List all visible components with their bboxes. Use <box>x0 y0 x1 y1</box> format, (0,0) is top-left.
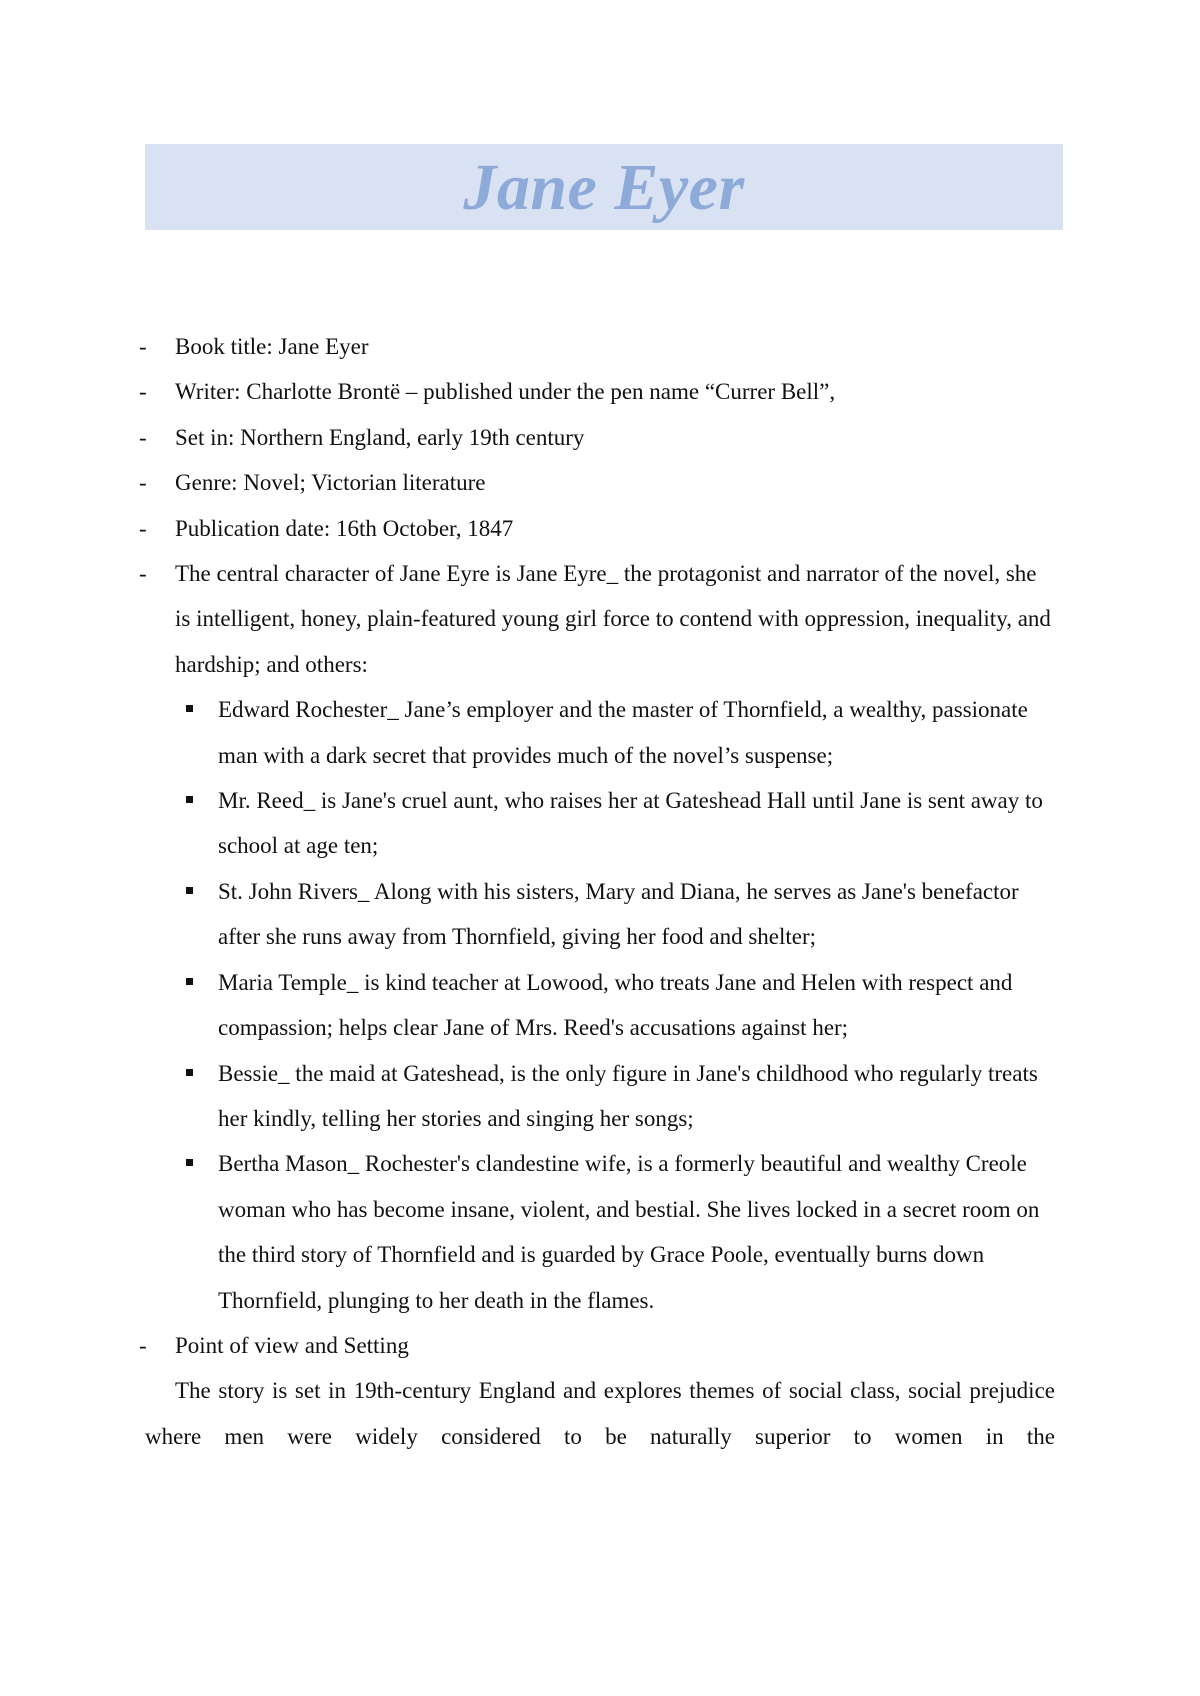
character-text: Mr. Reed_ is Jane's cruel aunt, who raises her at Gateshead Hall until Jane is sent away to school at age ten; <box>218 788 1043 859</box>
dash-bullet: - <box>139 334 147 359</box>
setting-paragraph: The story is set in 19th-century England and explores themes of social class, social prejudice where men were widely considered to be naturally superior to women in the <box>145 1378 1055 1449</box>
document-title: Jane Eyer <box>463 151 745 224</box>
title-banner <box>145 144 1063 230</box>
info-item-text: Genre: Novel; Victorian literature <box>175 470 486 496</box>
square-bullet <box>186 705 193 712</box>
character-item-rivers <box>0 869 1050 960</box>
info-item-point-of-view <box>0 1323 1055 1368</box>
square-bullet <box>186 978 193 985</box>
square-bullet <box>186 887 193 894</box>
square-bullet <box>186 1159 193 1166</box>
character-item-rochester <box>0 687 1050 778</box>
character-text: St. John Rivers_ Along with his sisters, Mary and Diana, he serves as Jane's benefactor after she runs away from Thornfield, giving her food and shelter; <box>218 878 1019 950</box>
dash-bullet: - <box>139 1332 147 1358</box>
info-item-text: Set in: Northern England, early 19th century <box>175 424 585 450</box>
character-text: Edward Rochester_ Jane’s employer and the master of Thornfield, a wealthy, passionate man with a dark secret that provides much of the novel’s suspense; <box>218 697 1028 768</box>
info-item-genre <box>0 460 1055 505</box>
character-item-bertha <box>0 1141 1050 1323</box>
character-text: Bertha Mason_ Rochester's clandestine wife, is a formerly beautiful and wealthy Creole woman who has become insane, violent, and bestial. She lives locked in a secret room on the third story of Thornfield and is guarded by Grace Poole, eventually burns down Thornfield, plunging to her death in the flames. <box>218 1151 1040 1313</box>
info-item-central-character <box>0 551 1055 687</box>
dash-bullet: - <box>139 379 147 405</box>
info-item-setting <box>0 415 1055 460</box>
info-item-text: Writer: Charlotte Brontë – published under the pen name “Currer Bell”, <box>175 379 836 405</box>
info-item-text: Publication date: 16th October, 1847 <box>175 515 514 541</box>
dash-bullet: - <box>139 424 147 450</box>
dash-bullet: - <box>139 515 147 541</box>
document-body <box>0 324 1200 1459</box>
info-item-writer <box>0 369 1055 414</box>
character-item-reed <box>0 778 1050 869</box>
dash-bullet: - <box>139 470 147 496</box>
character-item-temple <box>0 960 1050 1051</box>
info-item-book-title <box>0 324 1055 369</box>
character-text: Bessie_ the maid at Gateshead, is the only figure in Jane's childhood who regularly treats her kindly, telling her stories and singing her songs; <box>218 1060 1038 1131</box>
character-item-bessie <box>0 1051 1050 1142</box>
info-item-publication-date <box>0 506 1055 551</box>
info-item-text: Book title: Jane Eyer <box>175 334 369 359</box>
section-heading: Point of view and Setting <box>175 1332 409 1358</box>
character-text: Maria Temple_ is kind teacher at Lowood, who treats Jane and Helen with respect and compassion; helps clear Jane of Mrs. Reed's accusations against her; <box>218 969 1013 1041</box>
square-bullet <box>186 796 193 803</box>
info-item-text: The central character of Jane Eyre is Jane Eyre_ the protagonist and narrator of the novel, she is intelligent, honey, plain-featured young girl force to contend with oppression, inequality, and hardship; and others: <box>175 561 1051 677</box>
dash-bullet: - <box>139 561 147 587</box>
square-bullet <box>186 1069 193 1076</box>
